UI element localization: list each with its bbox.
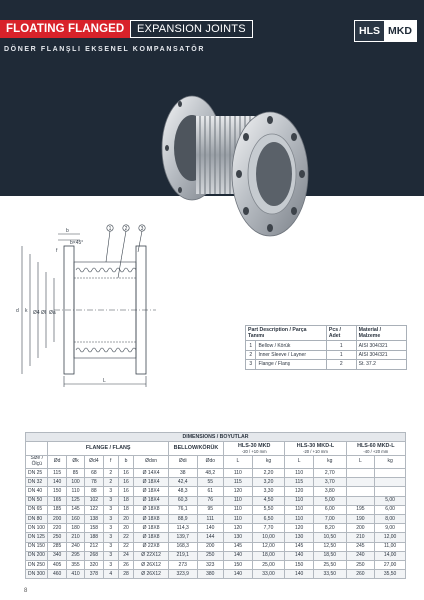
part-material: AISI 304/321 xyxy=(356,350,406,359)
table-cell: 268 xyxy=(85,551,103,560)
table-cell: 8,00 xyxy=(375,515,406,524)
table-cell: 55 xyxy=(197,478,224,487)
dim-f: f xyxy=(56,248,58,254)
table-cell: 4,50 xyxy=(252,496,285,505)
table-cell: 5,00 xyxy=(313,496,346,505)
table-cell: 120 xyxy=(224,487,253,496)
table-cell: 144 xyxy=(197,533,224,542)
table-cell: 2,20 xyxy=(252,469,285,478)
dim-oa: Øa xyxy=(49,310,56,316)
table-cell: 5,50 xyxy=(252,505,285,514)
table-cell: 68 xyxy=(85,469,103,478)
part-material: St. 37.2 xyxy=(356,360,406,369)
table-cell: Ø 26X12 xyxy=(134,570,169,579)
table-row xyxy=(26,478,406,487)
table-cell xyxy=(346,478,375,487)
table-cell: 16 xyxy=(118,478,133,487)
table-cell: 10,00 xyxy=(252,533,285,542)
table-cell: 6,50 xyxy=(252,515,285,524)
part-description: Flange / Flanş xyxy=(256,360,326,369)
table-cell: 140 xyxy=(197,524,224,533)
table-cell: 48,2 xyxy=(197,469,224,478)
table-cell: 110 xyxy=(285,515,314,524)
table-cell: 14,00 xyxy=(375,551,406,560)
table-cell: 111 xyxy=(197,515,224,524)
table-cell: Ø 18X8 xyxy=(134,505,169,514)
callout-3: 3 xyxy=(140,225,144,232)
dim-L: L xyxy=(103,378,106,384)
size-cell: DN 200 xyxy=(26,551,48,560)
table-cell: 18 xyxy=(118,505,133,514)
table-cell: 110 xyxy=(224,469,253,478)
col-header-size: Size / Ölçü xyxy=(26,455,48,468)
table-cell: 18,50 xyxy=(313,551,346,560)
col-header: kg xyxy=(313,455,346,468)
dim-k: k xyxy=(25,308,28,314)
table-cell: 20 xyxy=(118,515,133,524)
part-pcs: 2 xyxy=(326,360,356,369)
table-cell: 85 xyxy=(66,469,84,478)
table-cell: 22 xyxy=(118,533,133,542)
table-cell: 200 xyxy=(346,524,375,533)
table-row xyxy=(26,570,406,579)
table-row xyxy=(26,542,406,551)
table-cell: 240 xyxy=(346,551,375,560)
table-cell: 11,00 xyxy=(375,542,406,551)
table-cell: 188 xyxy=(85,533,103,542)
table-cell: 110 xyxy=(224,515,253,524)
table-cell: 323,9 xyxy=(168,570,197,579)
col-header: Ød xyxy=(48,455,66,468)
table-cell: 150 xyxy=(285,560,314,569)
table-cell: 114,3 xyxy=(168,524,197,533)
dims-banner: DIMENSIONS / BOYUTLAR xyxy=(26,433,406,442)
table-cell: 110 xyxy=(285,496,314,505)
table-cell: 190 xyxy=(346,515,375,524)
table-cell: 219,1 xyxy=(168,551,197,560)
table-cell: 110 xyxy=(224,505,253,514)
table-cell: 150 xyxy=(48,487,66,496)
table-row xyxy=(26,496,406,505)
table-cell: 139,7 xyxy=(168,533,197,542)
table-cell: 12,00 xyxy=(252,542,285,551)
product-category: EXPANSION JOINTS xyxy=(130,20,253,38)
table-row xyxy=(246,360,407,369)
dims-group-row xyxy=(26,442,406,456)
dims-group-mkdl-sub: -20 / +10 mm xyxy=(303,448,328,454)
col-header: Ødxn xyxy=(134,455,169,468)
table-cell: 12,50 xyxy=(313,542,346,551)
size-cell: DN 50 xyxy=(26,496,48,505)
callout-1: 1 xyxy=(108,225,112,232)
table-cell: 3,20 xyxy=(252,478,285,487)
table-cell: 76 xyxy=(197,496,224,505)
table-cell: 355 xyxy=(66,560,84,569)
table-cell: 20 xyxy=(118,524,133,533)
dimensions-table xyxy=(25,432,406,579)
table-cell: 33,50 xyxy=(313,570,346,579)
dim-bx45: b×45° xyxy=(70,240,84,246)
table-cell: 3 xyxy=(103,496,118,505)
table-cell: 22 xyxy=(118,542,133,551)
size-cell: DN 100 xyxy=(26,524,48,533)
part-description: Bellow / Körük xyxy=(256,341,326,350)
table-cell: 380 xyxy=(197,570,224,579)
col-header: Ødo xyxy=(197,455,224,468)
table-row xyxy=(26,515,406,524)
table-cell: 240 xyxy=(66,542,84,551)
table-cell: 12,00 xyxy=(375,533,406,542)
table-cell: 25,50 xyxy=(313,560,346,569)
col-header: L xyxy=(224,455,253,468)
table-cell: 250 xyxy=(346,560,375,569)
parts-header-description: Part Description / Parça Tanımı xyxy=(246,326,327,341)
parts-header-material: Material / Malzeme xyxy=(356,326,406,341)
table-cell: 35,50 xyxy=(375,570,406,579)
table-cell: 26 xyxy=(118,560,133,569)
table-row xyxy=(26,487,406,496)
table-cell: 320 xyxy=(85,560,103,569)
table-cell: 460 xyxy=(48,570,66,579)
col-header: kg xyxy=(252,455,285,468)
size-cell: DN 80 xyxy=(26,515,48,524)
table-cell: 273 xyxy=(168,560,197,569)
col-header: Øk xyxy=(66,455,84,468)
brand-logo-right: MKD xyxy=(384,21,416,41)
table-cell: 140 xyxy=(224,570,253,579)
table-cell: 88 xyxy=(85,487,103,496)
product-title: FLOATING FLANGED xyxy=(0,20,130,38)
table-cell: 130 xyxy=(224,533,253,542)
table-cell: 3,80 xyxy=(313,487,346,496)
col-header: b xyxy=(118,455,133,468)
table-cell: 110 xyxy=(66,487,84,496)
table-cell: 61 xyxy=(197,487,224,496)
table-cell: 200 xyxy=(197,542,224,551)
table-cell: 200 xyxy=(48,515,66,524)
table-row xyxy=(26,505,406,514)
size-cell: DN 25 xyxy=(26,469,48,478)
part-no: 3 xyxy=(246,360,256,369)
table-cell: Ø 14X4 xyxy=(134,469,169,478)
table-cell: 3 xyxy=(103,524,118,533)
brand-logo-left: HLS xyxy=(355,21,384,41)
table-cell: 100 xyxy=(66,478,84,487)
table-cell: 125 xyxy=(66,496,84,505)
table-cell xyxy=(346,496,375,505)
table-row xyxy=(246,341,407,350)
dims-body xyxy=(26,469,406,579)
table-cell: 2,70 xyxy=(313,469,346,478)
dims-group-empty xyxy=(26,442,48,456)
table-cell: 140 xyxy=(285,570,314,579)
dim-d: d xyxy=(16,308,19,314)
table-cell: Ø 18X8 xyxy=(134,533,169,542)
dims-group-mkd-title: HLS-30 MKD xyxy=(238,442,271,449)
col-header: kg xyxy=(375,455,406,468)
size-cell: DN 125 xyxy=(26,533,48,542)
table-cell: 405 xyxy=(48,560,66,569)
table-cell: 130 xyxy=(285,533,314,542)
parts-header-pcs: Pcs / Adet xyxy=(326,326,356,341)
table-cell xyxy=(346,469,375,478)
parts-header-row xyxy=(246,326,407,341)
table-row xyxy=(26,533,406,542)
table-cell: 4 xyxy=(103,570,118,579)
table-cell: 378 xyxy=(85,570,103,579)
table-cell: 88,9 xyxy=(168,515,197,524)
table-cell: 102 xyxy=(85,496,103,505)
table-cell: 42,4 xyxy=(168,478,197,487)
table-cell: 260 xyxy=(346,570,375,579)
table-cell: 78 xyxy=(85,478,103,487)
table-cell: 150 xyxy=(224,560,253,569)
table-cell: 250 xyxy=(197,551,224,560)
dim-o4: Ø4 xyxy=(33,310,40,316)
table-cell xyxy=(375,469,406,478)
col-header: Ødi xyxy=(168,455,197,468)
table-cell: 9,00 xyxy=(375,524,406,533)
col-header: Ød4 xyxy=(85,455,103,468)
table-cell: 3 xyxy=(103,560,118,569)
table-cell: 122 xyxy=(85,505,103,514)
dims-group-mkdl-title: HLS-30 MKD-L xyxy=(296,442,335,449)
dims-column-header-row xyxy=(26,455,406,468)
table-cell: 168,3 xyxy=(168,542,197,551)
table-cell: 76,1 xyxy=(168,505,197,514)
table-cell: Ø 26X12 xyxy=(134,560,169,569)
dims-group-mkd xyxy=(224,442,285,456)
table-cell: 138 xyxy=(85,515,103,524)
table-cell: Ø 22X12 xyxy=(134,551,169,560)
dims-group-bellow: BELLOW/KÖRÜK xyxy=(168,442,223,456)
dims-banner-row xyxy=(26,433,406,442)
table-row xyxy=(26,524,406,533)
table-cell: 27,00 xyxy=(375,560,406,569)
table-cell: 295 xyxy=(66,551,84,560)
table-cell: Ø 18X4 xyxy=(134,478,169,487)
table-cell: 110 xyxy=(285,469,314,478)
dims-group-flange: FLANGE / FLANŞ xyxy=(48,442,168,456)
table-cell: Ø 18X8 xyxy=(134,524,169,533)
table-cell: 165 xyxy=(48,496,66,505)
dims-group-mkd-sub: -20 / +10 mm xyxy=(241,448,267,454)
part-material: AISI 304/321 xyxy=(356,341,406,350)
table-cell: 2 xyxy=(103,469,118,478)
table-row xyxy=(26,560,406,569)
part-no: 2 xyxy=(246,350,256,359)
table-row xyxy=(26,551,406,560)
table-cell: 120 xyxy=(224,524,253,533)
table-cell: 3 xyxy=(103,515,118,524)
table-cell: 25,00 xyxy=(252,560,285,569)
table-cell: 120 xyxy=(285,487,314,496)
dims-group-mkdl xyxy=(285,442,346,456)
part-pcs: 1 xyxy=(326,350,356,359)
table-cell: 180 xyxy=(66,524,84,533)
dims-group-hls60-sub: -40 / +20 mm xyxy=(363,448,389,454)
table-cell: Ø 22X8 xyxy=(134,542,169,551)
dim-b: b xyxy=(66,228,69,234)
parts-table xyxy=(245,325,407,370)
table-cell: 10,50 xyxy=(313,533,346,542)
table-cell: 115 xyxy=(285,478,314,487)
table-cell: 212 xyxy=(85,542,103,551)
table-cell: 3 xyxy=(103,505,118,514)
table-cell: 16 xyxy=(118,487,133,496)
table-cell: 7,00 xyxy=(313,515,346,524)
table-cell: 60,3 xyxy=(168,496,197,505)
dim-ol: Øl xyxy=(41,310,46,316)
table-cell: 110 xyxy=(285,505,314,514)
table-cell: 18,00 xyxy=(252,551,285,560)
callout-2: 2 xyxy=(124,225,128,232)
technical-drawing xyxy=(14,222,174,390)
table-cell: 195 xyxy=(346,505,375,514)
table-cell: 3,30 xyxy=(252,487,285,496)
size-cell: DN 32 xyxy=(26,478,48,487)
table-cell: 33,00 xyxy=(252,570,285,579)
table-cell: 160 xyxy=(66,515,84,524)
table-cell: 323 xyxy=(197,560,224,569)
table-row xyxy=(26,469,406,478)
col-header: L xyxy=(346,455,375,468)
table-cell: 6,00 xyxy=(375,505,406,514)
table-cell: 145 xyxy=(224,542,253,551)
table-cell: 140 xyxy=(48,478,66,487)
table-cell: 120 xyxy=(285,524,314,533)
table-cell: 285 xyxy=(48,542,66,551)
table-cell: 145 xyxy=(285,542,314,551)
size-cell: DN 250 xyxy=(26,560,48,569)
table-cell: 5,00 xyxy=(375,496,406,505)
col-header: L xyxy=(285,455,314,468)
table-cell: 110 xyxy=(224,496,253,505)
table-cell: 340 xyxy=(48,551,66,560)
table-cell xyxy=(375,478,406,487)
product-subtitle: DÖNER FLANŞLI EKSENEL KOMPANSATÖR xyxy=(4,46,205,53)
table-cell xyxy=(346,487,375,496)
table-cell: 24 xyxy=(118,551,133,560)
table-cell: 3 xyxy=(103,533,118,542)
table-cell xyxy=(375,487,406,496)
table-cell: 18 xyxy=(118,496,133,505)
table-cell: 115 xyxy=(224,478,253,487)
table-cell: 95 xyxy=(197,505,224,514)
table-cell: 38 xyxy=(168,469,197,478)
table-cell: 245 xyxy=(346,542,375,551)
table-cell: 8,20 xyxy=(313,524,346,533)
table-cell: 3,70 xyxy=(313,478,346,487)
table-cell: 3 xyxy=(103,551,118,560)
table-cell: 220 xyxy=(48,524,66,533)
table-cell: 185 xyxy=(48,505,66,514)
table-cell: 250 xyxy=(48,533,66,542)
table-cell: 3 xyxy=(103,487,118,496)
table-cell: 210 xyxy=(66,533,84,542)
table-cell: 7,70 xyxy=(252,524,285,533)
size-cell: DN 150 xyxy=(26,542,48,551)
col-header: f xyxy=(103,455,118,468)
part-pcs: 1 xyxy=(326,341,356,350)
brand-logo xyxy=(354,20,417,42)
table-cell: 158 xyxy=(85,524,103,533)
table-cell: Ø 18X8 xyxy=(134,515,169,524)
table-cell: 140 xyxy=(224,551,253,560)
part-description: Inner Sleeve / Layner xyxy=(256,350,326,359)
size-cell: DN 40 xyxy=(26,487,48,496)
dims-group-hls60 xyxy=(346,442,405,456)
table-cell: 16 xyxy=(118,469,133,478)
table-cell: 6,00 xyxy=(313,505,346,514)
dims-group-hls60-title: HLS-60 MKD-L xyxy=(357,442,395,449)
table-cell: Ø 18X4 xyxy=(134,496,169,505)
table-cell: 115 xyxy=(48,469,66,478)
size-cell: DN 300 xyxy=(26,570,48,579)
part-no: 1 xyxy=(246,341,256,350)
size-cell: DN 65 xyxy=(26,505,48,514)
table-cell: 28 xyxy=(118,570,133,579)
table-cell: 48,3 xyxy=(168,487,197,496)
table-cell: 2 xyxy=(103,478,118,487)
page-number: 8 xyxy=(24,588,28,594)
table-cell: 140 xyxy=(285,551,314,560)
table-cell: 145 xyxy=(66,505,84,514)
table-cell: 210 xyxy=(346,533,375,542)
table-row xyxy=(246,350,407,359)
table-cell: Ø 18X4 xyxy=(134,487,169,496)
table-cell: 410 xyxy=(66,570,84,579)
table-cell: 3 xyxy=(103,542,118,551)
